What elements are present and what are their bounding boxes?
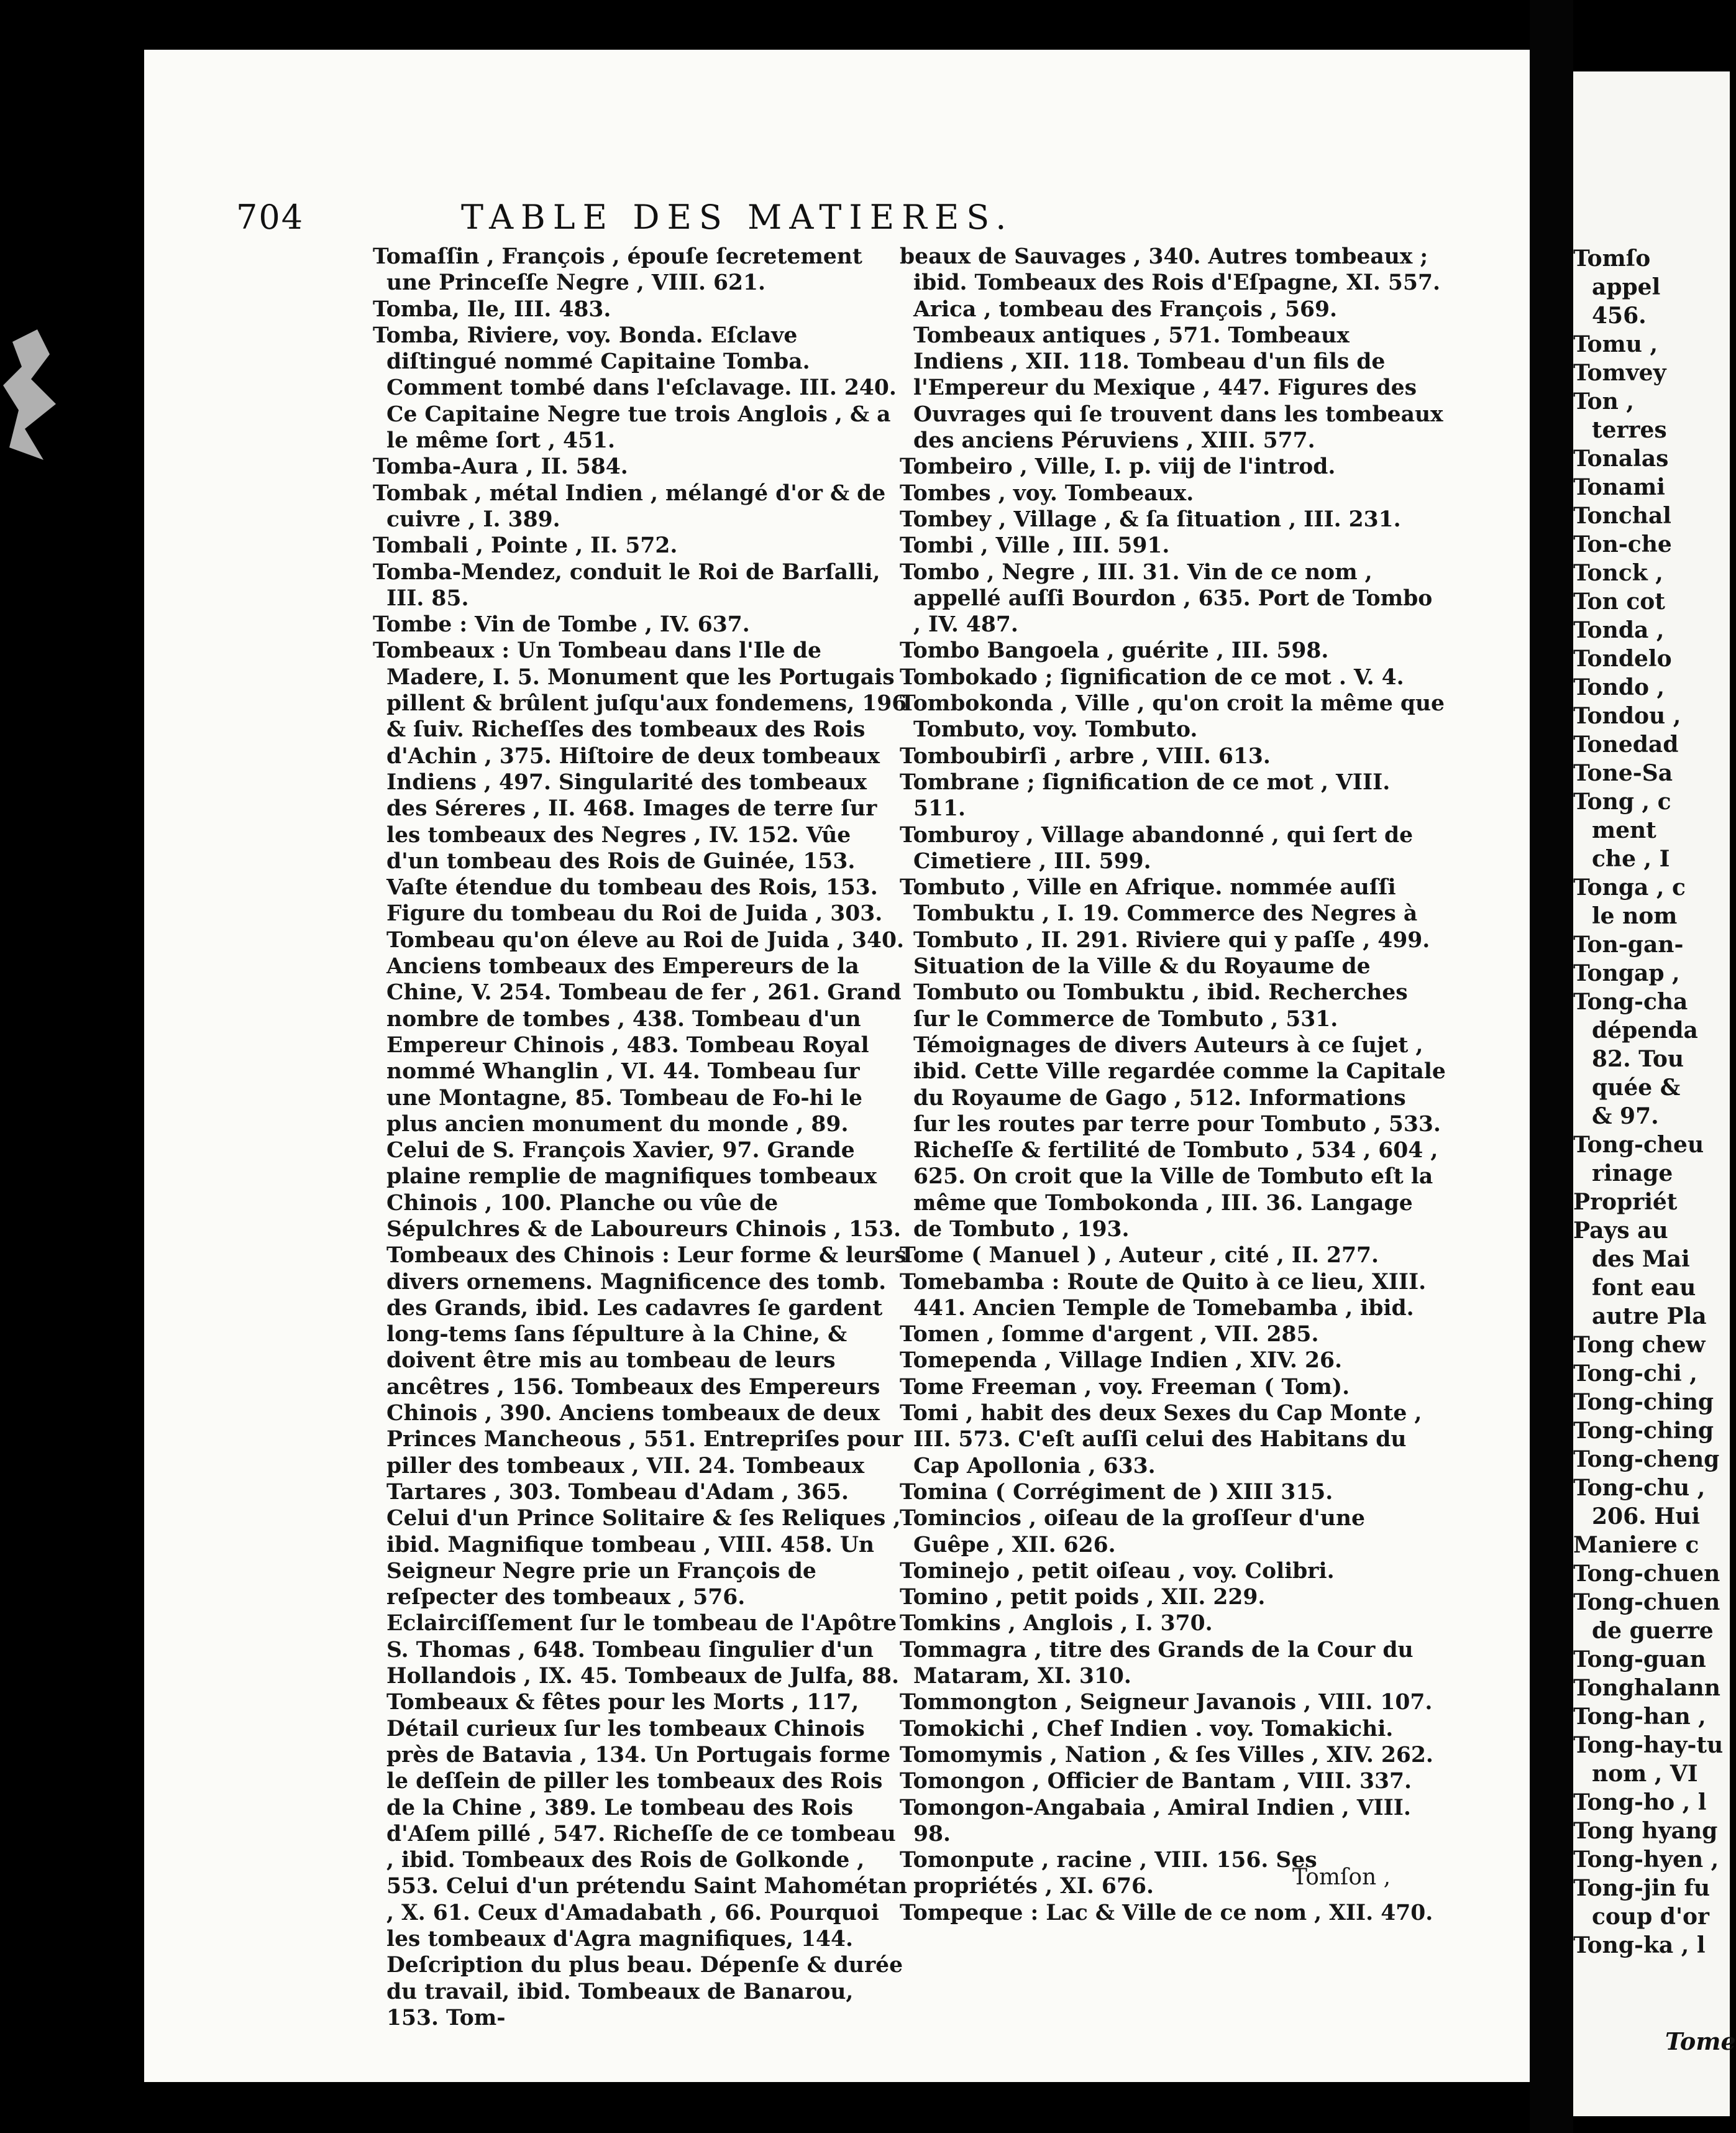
index-entry: Tomi , habit des deux Sexes du Cap Monte , III. 573. C'eſt auſſi celui des Habitans du Cap Apollonia , 633.	[900, 1401, 1422, 1479]
facing-page-line: Ton cot	[1573, 589, 1665, 615]
facing-page-line: dépenda	[1592, 1017, 1698, 1044]
index-entry: Tommagra , titre des Grands de la Cour du Mataram, XI. 310.	[900, 1637, 1414, 1689]
facing-page-line: Tong-chuen	[1573, 1589, 1720, 1615]
scan-edge-mark	[0, 323, 68, 472]
index-entry: Tomen , ſomme d'argent , VII. 285.	[900, 1322, 1319, 1347]
facing-page-line: Tong-chi ,	[1573, 1360, 1697, 1387]
facing-page-line: Ton-che	[1573, 531, 1672, 557]
facing-page-line: Tonck ,	[1573, 560, 1663, 586]
index-entry: Tomba, Ile, III. 483.	[373, 296, 611, 322]
facing-page-line: font eau	[1592, 1275, 1696, 1301]
facing-page-line: Tong chew	[1573, 1332, 1706, 1358]
facing-page-line: Ton ,	[1573, 388, 1634, 415]
index-entry: Tomba-Mendez, conduit le Roi de Barſalli, III. 85.	[373, 559, 880, 611]
facing-page-line: Tong-cheu	[1573, 1132, 1704, 1158]
facing-page-line: Tong-han ,	[1573, 1704, 1706, 1730]
facing-page-line: Tonalas	[1573, 446, 1669, 472]
index-entry: Tombey , Village , & ſa ſituation , III. 231.	[900, 507, 1401, 532]
facing-page-line: nom , VI	[1592, 1761, 1698, 1787]
index-entry: Tombo , Negre , III. 31. Vin de ce nom , appellé auſſi Bourdon , 635. Port de Tombo , IV. 487.	[900, 559, 1433, 638]
facing-page-line: Tong-ho , l	[1573, 1789, 1707, 1815]
facing-page-line: Tongap ,	[1573, 960, 1680, 986]
index-entry: Tombes , voy. Tombeaux.	[900, 480, 1194, 506]
index-entry: Tombali , Pointe , II. 572.	[373, 533, 678, 559]
index-entry: Tomino , petit poids , XII. 229.	[900, 1585, 1266, 1610]
page-title: TABLE DES MATIERES.	[461, 198, 1014, 237]
index-entry: Tomomymis , Nation , & ſes Villes , XIV. 262.	[900, 1742, 1433, 1768]
index-entry: Tominejo , petit oiſeau , voy. Colibri.	[900, 1558, 1335, 1584]
index-entry: Tomependa , Village Indien , XIV. 26.	[900, 1348, 1342, 1374]
facing-page-line: Tonda ,	[1573, 617, 1665, 643]
facing-page-line: Tong-guan	[1573, 1646, 1706, 1672]
facing-page-line: appel	[1592, 274, 1661, 300]
facing-page-line: & 97.	[1592, 1103, 1659, 1129]
index-entry: Tombeaux : Un Tombeau dans l'Ile de Madere, I. 5. Monument que les Portugais pillent & brûlent juſqu'aux fondemens, 196 & ſuiv. Richeſſes des tombeaux des Rois d'Achin , 375. Hiſtoire de deux tombeaux Indiens , 497. Singularité des tombeaux des Séreres , II. 468. Images de terre ſur les tombeaux des Negres , IV. 152. Vûe d'un tombeau des Rois de Guinée, 153. Vaſte étendue du tombeau des Rois, 153. Figure du tombeau du Roi de Juida , 303. Tombeau qu'on éleve au Roi de Juida , 340. Anciens tombeaux des Empereurs de la Chine, V. 254. Tombeau de fer , 261. Grand nombre de tombes , 438. Tombeau d'un Empereur Chinois , 483. Tombeau Royal nommé Whanglin , VI. 44. Tombeau ſur une Montagne, 85. Tombeau de Fo-hi le plus ancien monument du monde , 89. Celui de S. François Xavier, 97. Grande plaine remplie de magnifiques tombeaux Chinois , 100. Planche ou vûe de Sépulchres & de Laboureurs Chinois , 153. Tombeaux des Chinois : Leur forme & leurs divers ornemens. Magnificence des tomb. des Grands, ibid. Les cadavres ſe gardent long-tems ſans ſépulture à la Chine, & doivent être mis au tombeau de leurs ancêtres , 156. Tombeaux des Empereurs Chinois , 390. Anciens tombeaux de deux Princes Mancheous , 551. Entrepriſes pour piller des tombeaux , VII. 24. Tombeaux Tartares , 303. Tombeau d'Adam , 365. Celui d'un Prince Solitaire & ſes Reliques , ibid. Magnifique tombeau , VIII. 458. Un Seigneur Negre prie un François de reſpecter des tombeaux , 576. Eclairciſſement ſur le tombeau de l'Apôtre S. Thomas , 648. Tombeau ſingulier d'un Hollandois , IX. 45. Tombeaux de Julfa, 88. Tombeaux & fêtes pour les Morts , 117, Détail curieux ſur les tombeaux Chinois près de Batavia , 134. Un Portugais forme le deſſein de piller les tombeaux des Rois de la Chine , 389. Le tombeau des Rois d'Aſem pillé , 547. Richeſſe de ce tombeau , ibid. Tombeaux des Rois de Golkonde , 553. Celui d'un prétendu Saint Mahométan , X. 61. Ceux d'Amadabath , 66. Pourquoi les tombeaux d'Agra magnifiques, 144. Deſcription du plus beau. Dépenſe & durée du travail, ibid. Tombeaux de Banarou, 153. Tom-	[373, 638, 907, 2030]
index-entry: Tombi , Ville , III. 591.	[900, 533, 1170, 559]
index-entry: Tomba, Riviere, voy. Bonda. Eſclave diſtingué nommé Capitaine Tomba. Comment tombé dans l'eſclavage. III. 240. Ce Capitaine Negre tue trois Anglois , & a le même ſort , 451.	[373, 323, 897, 454]
index-entry: Tombuto , Ville en Afrique. nommée auſſi Tombuktu , I. 19. Commerce des Negres à Tombuto , II. 291. Riviere qui y paſſe , 499. Situation de la Ville & du Royaume de Tombuto ou Tombuktu , ibid. Recherches ſur le Commerce de Tombuto , 531. Témoignages de divers Auteurs à ce ſujet , ibid. Cette Ville regardée comme la Capitale du Royaume de Gago , 512. Informations ſur les routes par terre pour Tombuto , 533. Richeſſe & fertilité de Tombuto , 534 , 604 , 625. On croit que la Ville de Tombuto eſt la même que Tombokonda , III. 36. Langage de Tombuto , 193.	[900, 875, 1446, 1242]
page-header	[236, 198, 1205, 235]
facing-page-signature: Tome	[1665, 2027, 1736, 2055]
facing-page-fragment	[1573, 71, 1730, 2116]
facing-page-line: Propriét	[1573, 1189, 1678, 1215]
index-entry: Tomba-Aura , II. 584.	[373, 454, 628, 480]
facing-page-line: Tomſo	[1573, 245, 1651, 272]
facing-page-line: des Mai	[1592, 1246, 1690, 1272]
facing-page-line: Tondelo	[1573, 646, 1672, 672]
facing-page-line: Tong-cheng	[1573, 1446, 1720, 1472]
index-column-left	[373, 244, 907, 2030]
book-gutter	[1530, 0, 1573, 2133]
index-entry: Tome ( Manuel ) , Auteur , cité , II. 277.	[900, 1243, 1379, 1268]
facing-page-line: 82. Tou	[1592, 1046, 1684, 1072]
index-entry: Tombokonda , Ville , qu'on croit la même que Tombuto, voy. Tombuto.	[900, 691, 1445, 743]
index-entry: Tomokichi , Chef Indien . voy. Tomakichi.	[900, 1716, 1394, 1741]
facing-page-line: le nom	[1592, 903, 1678, 929]
facing-page-line: ment	[1592, 817, 1656, 843]
facing-page-line: Tondo ,	[1573, 674, 1665, 700]
index-entry: Tombrane ; ſignification de ce mot , VIII. 511.	[900, 769, 1391, 822]
facing-page-line: Tonga , c	[1573, 874, 1686, 901]
index-entry: Tomburoy , Village abandonné , qui ſert de Cimetiere , III. 599.	[900, 822, 1414, 874]
facing-page-line: Tong-ching	[1573, 1389, 1714, 1415]
index-entry: Tomincios , oiſeau de la groſſeur d'une Guêpe , XII. 626.	[900, 1506, 1365, 1557]
index-entry: beaux de Sauvages , 340. Autres tombeaux ; ibid. Tombeaux des Rois d'Eſpagne, XI. 557. Arica , tombeau des François , 569. Tombeaux antiques , 571. Tombeaux Indiens , XII. 118. Tombeau d'un fils de l'Empereur du Mexique , 447. Figures des Ouvrages qui ſe trouvent dans les tombeaux des anciens Péruviens , XIII. 577.	[900, 244, 1443, 454]
facing-page-line: che , I	[1592, 846, 1670, 872]
index-entry: Tomkins , Anglois , I. 370.	[900, 1611, 1213, 1636]
facing-page-line: Pays au	[1573, 1218, 1668, 1244]
catchword: Tomſon ,	[1292, 1865, 1391, 1890]
facing-page-line: Maniere c	[1573, 1532, 1699, 1558]
index-entry: Tombak , métal Indien , mélangé d'or & de cuivre , I. 389.	[373, 480, 886, 532]
facing-page-line: Tomu ,	[1573, 331, 1658, 357]
facing-page-line: de guerre	[1592, 1618, 1714, 1644]
facing-page-line: quée &	[1592, 1075, 1681, 1101]
facing-page-line: Tong-ka , l	[1573, 1932, 1706, 1958]
facing-page-line: Tong , c	[1573, 789, 1671, 815]
index-entry: Tombokado ; ſignification de ce mot . V. 4.	[900, 664, 1404, 690]
facing-page-line: Tong-jin fu	[1573, 1875, 1711, 1901]
index-entry: Tomonpute , racine , VIII. 156. Ses propriétés , XI. 676.	[900, 1848, 1317, 1899]
index-entry: Tomebamba : Route de Quito à ce lieu, XIII. 441. Ancien Temple de Tomebamba , ibid.	[900, 1269, 1427, 1321]
facing-page-line: Tone-Sa	[1573, 760, 1673, 786]
index-entry: Tommongton , Seigneur Javanois , VIII. 107.	[900, 1690, 1433, 1715]
facing-page-line: Tong-chuen	[1573, 1561, 1720, 1587]
index-entry: Tomongon-Angabaia , Amiral Indien , VIII. 98.	[900, 1795, 1411, 1846]
facing-page-line: terres	[1592, 417, 1667, 443]
facing-page-line: Tong hyang	[1573, 1818, 1718, 1844]
index-entry: Tombeiro , Ville, I. p. viij de l'introd.	[900, 454, 1336, 480]
index-entry: Tomboubirſi , arbre , VIII. 613.	[900, 743, 1271, 769]
facing-page-line: Tong-ching	[1573, 1418, 1714, 1444]
index-entry: Tombe : Vin de Tombe , IV. 637.	[373, 612, 750, 638]
index-entry: Tombo Bangoela , guérite , III. 598.	[900, 638, 1329, 664]
page-number: 704	[236, 198, 304, 237]
index-column-right	[900, 244, 1446, 1925]
facing-page-line: Tonchal	[1573, 503, 1671, 529]
facing-page-line: Tondou ,	[1573, 703, 1681, 729]
facing-page-line: coup d'or	[1592, 1904, 1709, 1930]
facing-page-line: Tong-hay-tu	[1573, 1732, 1724, 1758]
facing-page-line: Tonami	[1573, 474, 1665, 500]
index-entry: Tomina ( Corrégiment de ) XIII 315.	[900, 1479, 1333, 1505]
index-entry: Tomaſſin , François , épouſe ſecretement une Princeſſe Negre , VIII. 621.	[373, 244, 862, 296]
facing-page-line: autre Pla	[1592, 1303, 1707, 1329]
facing-page-line: Tong-hyen ,	[1573, 1846, 1719, 1873]
facing-page-line: Tonghalann	[1573, 1675, 1720, 1701]
facing-page-line: Tonedad	[1573, 732, 1679, 758]
facing-page-line: 456.	[1592, 303, 1647, 329]
index-entry: Tome Freeman , voy. Freeman ( Tom).	[900, 1374, 1350, 1400]
facing-page-line: 206. Hui	[1592, 1503, 1701, 1530]
facing-page-line: Tomvey	[1573, 360, 1666, 386]
facing-page-line: Tong-chu ,	[1573, 1475, 1706, 1501]
facing-page-line: Tong-cha	[1573, 989, 1688, 1015]
facing-page-line: Ton-gan-	[1573, 932, 1684, 958]
index-entry: Tomongon , Officier de Bantam , VIII. 337.	[900, 1769, 1412, 1794]
facing-page-line: rinage	[1592, 1160, 1673, 1186]
index-entry: Tompeque : Lac & Ville de ce nom , XII. 470.	[900, 1900, 1433, 1925]
